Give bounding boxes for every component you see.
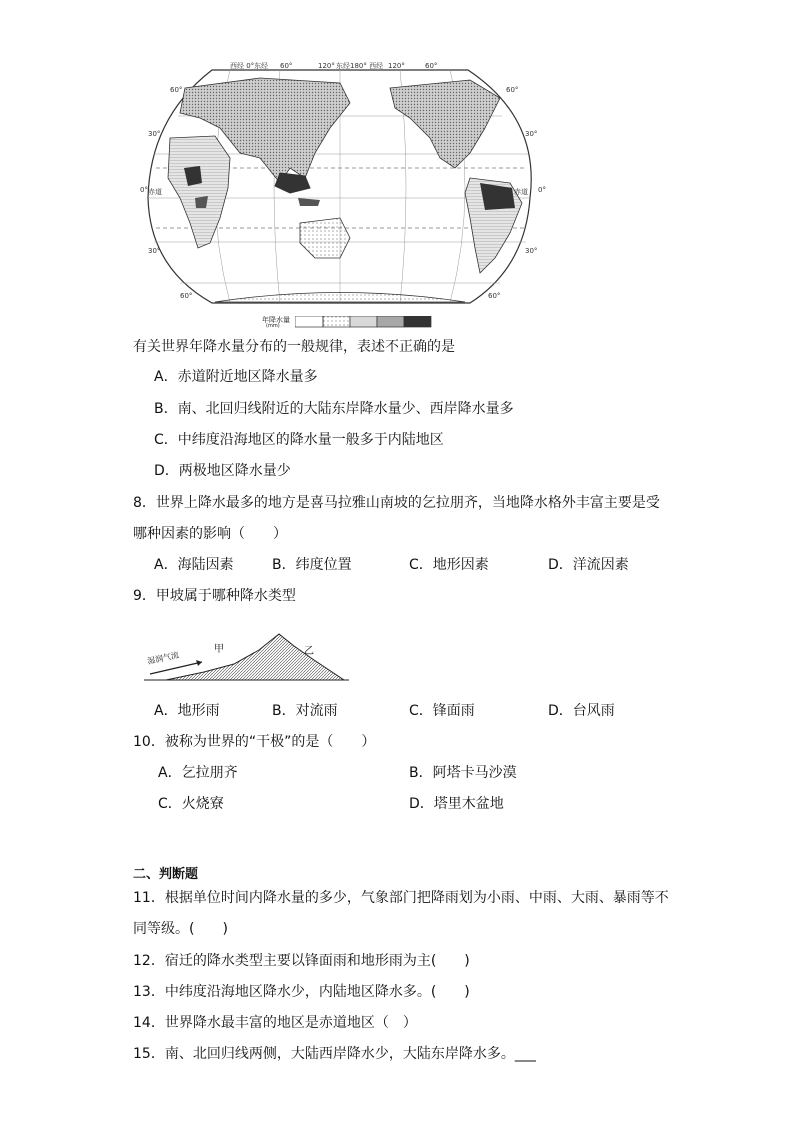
q8-stem-line1: 8．世界上降水最多的地方是喜马拉雅山南坡的乞拉朋齐，当地降水格外丰富主要是受 [133, 495, 660, 511]
q9-stem: 9．甲坡属于哪种降水类型 [133, 588, 296, 604]
q7-option-b[interactable]: B．南、北回归线附近的大陆东岸降水量少、西岸降水量多 [154, 401, 514, 417]
legend-unit: (mm) [266, 323, 280, 329]
svg-text:西经 0°东经: 西经 0°东经 [230, 62, 269, 70]
q8-option-c[interactable]: C．地形因素 [409, 557, 489, 573]
svg-text:60°: 60° [506, 86, 519, 94]
svg-text:60°: 60° [425, 62, 438, 70]
q11-line1: 11．根据单位时间内降水量的多少，气象部门把降雨划为小雨、中雨、大雨、暴雨等不 [133, 890, 669, 906]
svg-text:东经180° 西经: 东经180° 西经 [336, 62, 384, 70]
q10-option-b[interactable]: B．阿塔卡马沙漠 [409, 765, 517, 781]
q10-option-d[interactable]: D．塔里木盆地 [409, 796, 504, 812]
world-precipitation-map [140, 58, 550, 333]
q8-stem-line2: 哪种因素的影响（ ） [133, 526, 287, 542]
q13: 13．中纬度沿海地区降水少，内陆地区降水多。( ) [133, 984, 470, 1000]
q8-option-b[interactable]: B．纬度位置 [272, 557, 352, 573]
svg-text:30°: 30° [148, 247, 161, 255]
svg-text:60°: 60° [170, 86, 183, 94]
legend-label: 年降水量 [262, 316, 290, 324]
q10-stem: 10．被称为世界的“干极”的是（ ） [133, 734, 376, 750]
mountain-shape [166, 634, 344, 680]
q8-option-d[interactable]: D．洋流因素 [548, 557, 629, 573]
svg-text:赤道: 赤道 [514, 188, 528, 196]
svg-text:赤道: 赤道 [148, 188, 162, 196]
orographic-rain-figure [144, 628, 354, 684]
q11-line2: 同等级。( ) [133, 921, 228, 937]
q7-stem: 有关世界年降水量分布的一般规律，表述不正确的是 [133, 339, 455, 355]
svg-text:30°: 30° [525, 130, 538, 138]
airflow-label: 湿润气流 [146, 650, 180, 666]
map-legend [262, 315, 437, 331]
q10-option-a[interactable]: A．乞拉朋齐 [158, 765, 238, 781]
svg-text:30°: 30° [148, 130, 161, 138]
svg-text:60°: 60° [280, 62, 293, 70]
q7-option-d[interactable]: D．两极地区降水量少 [154, 463, 291, 479]
svg-text:60°: 60° [488, 292, 501, 300]
q9-option-c[interactable]: C．锋面雨 [409, 703, 475, 719]
q7-option-c[interactable]: C．中纬度沿海地区的降水量一般多于内陆地区 [154, 432, 444, 448]
svg-text:120°: 120° [388, 62, 405, 70]
q9-option-d[interactable]: D．台风雨 [548, 703, 615, 719]
svg-text:60°: 60° [180, 292, 193, 300]
q15: 15．南、北回归线两侧，大陆西岸降水少，大陆东岸降水多。___ [133, 1046, 536, 1062]
slope-label-yi: 乙 [304, 646, 314, 657]
slope-label-jia: 甲 [214, 644, 224, 655]
q9-option-a[interactable]: A．地形雨 [154, 703, 220, 719]
svg-text:30°: 30° [525, 247, 538, 255]
q9-option-b[interactable]: B．对流雨 [272, 703, 338, 719]
q12: 12．宿迁的降水类型主要以锋面雨和地形雨为主( ) [133, 953, 470, 969]
q8-option-a[interactable]: A．海陆因素 [154, 557, 234, 573]
q14: 14．世界降水最丰富的地区是赤道地区（ ） [133, 1015, 417, 1031]
svg-text:0°: 0° [140, 186, 148, 194]
q7-option-a[interactable]: A．赤道附近地区降水量多 [154, 369, 318, 385]
section-title-judgement: 二、判断题 [133, 867, 199, 882]
q10-option-c[interactable]: C．火烧寮 [158, 796, 224, 812]
svg-text:120°: 120° [318, 62, 335, 70]
svg-text:0°: 0° [538, 186, 546, 194]
